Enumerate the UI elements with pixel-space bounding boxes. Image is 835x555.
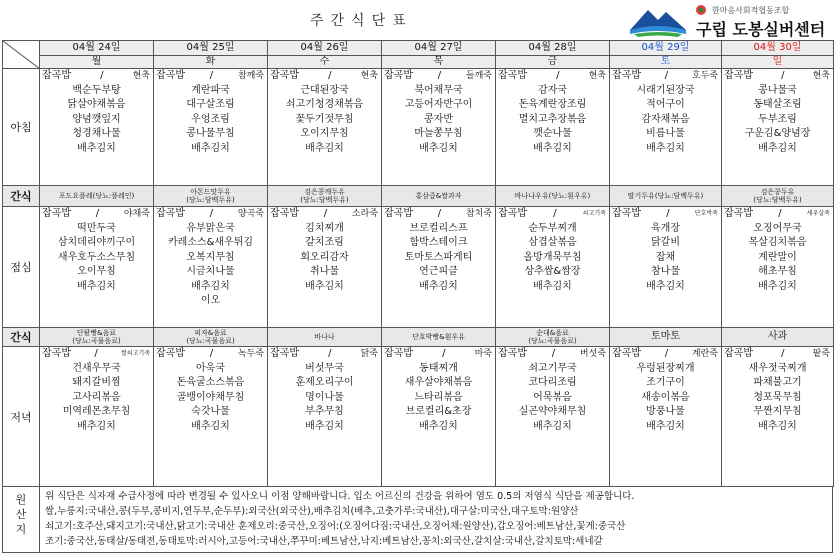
lunch-cell-mon bbox=[40, 207, 154, 328]
snack_pm-cell-sun bbox=[722, 328, 834, 347]
meal-header bbox=[610, 69, 721, 84]
dish-item: 대구살조림 bbox=[186, 99, 235, 110]
snack-line: (당뇨:곡물음료) bbox=[72, 337, 121, 345]
separator-slash: / bbox=[100, 70, 104, 81]
dish-item: 콩나물국 bbox=[758, 84, 797, 96]
dish-item: 시금치나물 bbox=[186, 266, 235, 277]
dish-item: 우렁된장찌개 bbox=[636, 362, 695, 374]
snack_am-cell-wed bbox=[268, 186, 382, 207]
day-sat: 토 bbox=[610, 56, 722, 69]
dish-item: 배추김치 bbox=[533, 280, 572, 292]
meal-header bbox=[382, 347, 495, 362]
meal-header bbox=[722, 69, 833, 84]
meal-header bbox=[154, 347, 267, 362]
dish-item: 토마토스파게티 bbox=[404, 251, 473, 263]
meal-header bbox=[496, 69, 609, 84]
rice-label: 잡곡밥 bbox=[156, 70, 185, 81]
dish-item: 올방개묵무침 bbox=[523, 251, 582, 263]
dish-item: 배추김치 bbox=[758, 420, 797, 432]
notice-line: 쌀,누룽지:국내산,콩(두부,콩비지,연두부,순두부):외국산(외국산),배추김치(배추,고춧가루:국내산),대구살:미국산,대구토막:원양산 bbox=[45, 506, 579, 517]
meal-header bbox=[610, 347, 721, 362]
dish-item: 삼치데리야끼구이 bbox=[57, 237, 136, 248]
dish-item: 아욱국 bbox=[196, 362, 225, 374]
dish-item: 오복지무침 bbox=[186, 251, 235, 263]
dinner-cell-sun bbox=[722, 347, 834, 487]
snack-line: 아몬드맛두유 bbox=[190, 188, 231, 196]
snack_pm-cell-sat bbox=[610, 328, 722, 347]
notice-box bbox=[2, 486, 833, 553]
dish-item: 코다리조림 bbox=[528, 377, 577, 388]
dish-item: 유부맑은국 bbox=[186, 222, 235, 234]
dish-item: 배추김치 bbox=[191, 420, 230, 432]
dish-item: 근대된장국 bbox=[300, 84, 349, 96]
snack-line: 순대&음료 bbox=[536, 329, 569, 337]
row-label-snack-pm: 간식 bbox=[3, 328, 40, 347]
notice-label bbox=[3, 486, 40, 552]
snack-line: 홍삼즙&쌀과자 bbox=[415, 192, 462, 200]
separator-slash: / bbox=[437, 208, 442, 219]
dish-item: 해초무침 bbox=[758, 266, 797, 277]
rice-label: 잡곡밥 bbox=[612, 208, 641, 219]
snack-line: 딸기두유(당뇨:담백두유) bbox=[627, 192, 704, 200]
dish-item: 계란말이 bbox=[758, 251, 797, 263]
porridge-label: 녹두죽 bbox=[237, 349, 264, 359]
day-thu: 목 bbox=[382, 56, 496, 69]
separator-slash: / bbox=[437, 70, 442, 81]
row-label-breakfast: 아침 bbox=[3, 69, 40, 186]
dish-item: 함박스테이크 bbox=[409, 237, 468, 248]
dish-item: 동태살조림 bbox=[753, 99, 802, 110]
page-title: 주간식단표 bbox=[310, 13, 413, 29]
porridge-label: 팥죽 bbox=[812, 349, 830, 359]
lunch-cell-wed bbox=[268, 207, 382, 328]
dish-item: 배추김치 bbox=[77, 142, 116, 154]
snack_am-cell-sun bbox=[722, 186, 834, 207]
dinner-cell-sat bbox=[610, 347, 722, 487]
meal-header bbox=[722, 347, 833, 362]
diagonal-divider bbox=[3, 41, 40, 69]
dish-item: 시래기된장국 bbox=[636, 84, 695, 96]
separator-slash: / bbox=[94, 348, 98, 359]
rice-label: 잡곡밥 bbox=[156, 348, 185, 359]
row-label-snack-am: 간식 bbox=[3, 186, 40, 207]
dish-item: 동태찌개 bbox=[419, 362, 458, 374]
rice-label: 잡곡밥 bbox=[42, 208, 71, 219]
lunch-cell-tue bbox=[154, 207, 268, 328]
snack-line: (당뇨:담백두유) bbox=[186, 196, 235, 204]
meal-header bbox=[40, 347, 153, 362]
separator-slash: / bbox=[781, 348, 785, 359]
snack-line: (당뇨:곡물음료) bbox=[186, 337, 235, 345]
separator-slash: / bbox=[209, 208, 214, 219]
dish-item: 골뱅이야채무침 bbox=[176, 391, 245, 403]
dish-item: 배추김치 bbox=[305, 142, 344, 154]
rice-label: 잡곡밥 bbox=[384, 348, 413, 359]
dish-item: 고사리볶음 bbox=[72, 391, 121, 403]
dish-item: 배추김치 bbox=[419, 420, 458, 432]
day-tue: 화 bbox=[154, 56, 268, 69]
dish-item: 배추김치 bbox=[533, 142, 572, 154]
dinner-cell-wed bbox=[268, 347, 382, 487]
breakfast-cell-thu bbox=[382, 69, 496, 186]
dish-item: 콩자반 bbox=[424, 113, 453, 125]
breakfast-cell-mon bbox=[40, 69, 154, 186]
dish-item: 이오 bbox=[200, 295, 221, 306]
rice-label: 잡곡밥 bbox=[498, 208, 527, 219]
dish-item: 무짠지무침 bbox=[753, 406, 802, 417]
meal-header bbox=[382, 69, 495, 84]
dish-item: 배추김치 bbox=[533, 420, 572, 432]
dish-item: 건새우무국 bbox=[72, 362, 121, 374]
dish-item: 참나물 bbox=[651, 266, 680, 277]
dinner-cell-mon bbox=[40, 347, 154, 487]
dish-item: 닭살야채볶음 bbox=[67, 99, 126, 110]
dish-item: 김치찌개 bbox=[305, 222, 344, 234]
porridge-label: 쌀쇠고기죽 bbox=[121, 350, 150, 357]
dish-item: 쇠고기청경채볶음 bbox=[285, 99, 364, 110]
snack-line: 단호박빵&흰우유 bbox=[412, 333, 465, 341]
dish-item: 훈제오리구이 bbox=[295, 377, 354, 388]
dish-item: 숙갓나물 bbox=[191, 406, 230, 417]
dish-item: 배추김치 bbox=[191, 142, 230, 154]
snack_am-cell-sat bbox=[610, 186, 722, 207]
dish-item: 배추김치 bbox=[646, 420, 685, 432]
rice-label: 잡곡밥 bbox=[270, 208, 299, 219]
date-fri: 04월 28일 bbox=[496, 41, 610, 56]
porridge-label: 소라죽 bbox=[351, 209, 378, 219]
snack_pm-cell-fri bbox=[496, 328, 610, 347]
date-wed: 04월 26일 bbox=[268, 41, 382, 56]
snack-line: 검은콩두유 bbox=[760, 188, 795, 196]
porridge-label: 현축 bbox=[132, 71, 150, 81]
separator-slash: / bbox=[553, 208, 557, 219]
dish-item: 취나물 bbox=[310, 266, 339, 277]
separator-slash: / bbox=[781, 70, 785, 81]
separator-slash: / bbox=[328, 70, 332, 81]
snack-line: 바나나우유(당뇨:흰우유) bbox=[514, 192, 591, 200]
dish-item: 배추김치 bbox=[646, 142, 685, 154]
dish-item: 조기구이 bbox=[646, 377, 685, 388]
day-fri: 금 bbox=[496, 56, 610, 69]
porridge-label: 참깨죽 bbox=[237, 71, 264, 81]
dish-item: 돈육굴소스볶음 bbox=[176, 377, 245, 388]
rice-label: 잡곡밥 bbox=[612, 348, 641, 359]
snack-line: (당뇨:곡물음료) bbox=[528, 337, 577, 345]
dish-item: 목살김치볶음 bbox=[748, 237, 807, 248]
dish-item: 오이무침 bbox=[77, 266, 116, 277]
snack-line: 단팥빵&음료 bbox=[76, 329, 117, 337]
snack-line: 바나나 bbox=[314, 333, 335, 341]
dish-item: 배추김치 bbox=[77, 420, 116, 432]
dish-item: 비름나물 bbox=[646, 128, 685, 139]
meal-header bbox=[722, 207, 833, 222]
dish-item: 파채불고기 bbox=[753, 377, 802, 388]
date-mon: 04월 24일 bbox=[40, 41, 154, 56]
dish-item: 배추김치 bbox=[77, 280, 116, 292]
rice-label: 잡곡밥 bbox=[42, 70, 71, 81]
separator-slash: / bbox=[209, 348, 214, 359]
org-mark-icon bbox=[694, 4, 708, 16]
org-subtitle: 한마음사회적협동조합 bbox=[712, 6, 790, 15]
meal-header bbox=[496, 347, 609, 362]
dish-item: 오징어무국 bbox=[753, 222, 802, 234]
dish-item: 회오리감자 bbox=[300, 251, 349, 263]
meal-header bbox=[610, 207, 721, 222]
separator-slash: / bbox=[666, 208, 670, 219]
snack-line: 사과 bbox=[767, 331, 788, 342]
notice-label-char-3: 지 bbox=[15, 523, 27, 536]
dinner-cell-tue bbox=[154, 347, 268, 487]
meal-header bbox=[268, 69, 381, 84]
rice-label: 잡곡밥 bbox=[498, 348, 527, 359]
porridge-label: 마죽 bbox=[474, 349, 492, 359]
meal-header bbox=[268, 207, 381, 222]
dish-item: 고등어자반구이 bbox=[404, 99, 473, 110]
porridge-label: 현축 bbox=[588, 71, 606, 81]
rice-label: 잡곡밥 bbox=[498, 70, 527, 81]
snack-line: 검은콩깨두유 bbox=[304, 188, 345, 196]
dish-item: 명이나물 bbox=[305, 391, 344, 403]
porridge-label: 호두죽 bbox=[691, 71, 718, 81]
rice-label: 잡곡밥 bbox=[270, 348, 299, 359]
day-sun: 일 bbox=[722, 56, 834, 69]
lunch-cell-sun bbox=[722, 207, 834, 328]
porridge-label: 버섯죽 bbox=[579, 349, 606, 359]
dish-item: 버섯무국 bbox=[305, 362, 344, 374]
dish-item: 배추김치 bbox=[419, 142, 458, 154]
lunch-cell-fri bbox=[496, 207, 610, 328]
meal-header bbox=[40, 207, 153, 222]
snack-line: 포도요플레(당뇨:플레인) bbox=[58, 192, 135, 200]
dish-item: 적어구이 bbox=[646, 99, 685, 110]
separator-slash: / bbox=[323, 208, 328, 219]
dish-item: 미역레몬초무침 bbox=[62, 406, 131, 417]
date-tue: 04월 25일 bbox=[154, 41, 268, 56]
dish-item: 배추김치 bbox=[758, 280, 797, 292]
day-wed: 수 bbox=[268, 56, 382, 69]
dish-item: 배추김치 bbox=[646, 280, 685, 292]
rice-label: 잡곡밥 bbox=[270, 70, 299, 81]
breakfast-cell-wed bbox=[268, 69, 382, 186]
page-header bbox=[0, 0, 835, 40]
date-sun: 04월 30일 bbox=[722, 41, 834, 56]
porridge-label: 새우살죽 bbox=[806, 210, 830, 217]
dish-item: 브로컬리&초장 bbox=[405, 406, 472, 417]
dish-item: 떡만두국 bbox=[77, 222, 116, 234]
corner-cell bbox=[3, 41, 40, 69]
meal-header bbox=[40, 69, 153, 84]
dish-item: 배추김치 bbox=[419, 280, 458, 292]
dish-item: 감자채볶음 bbox=[641, 113, 690, 125]
separator-slash: / bbox=[551, 348, 556, 359]
rice-label: 잡곡밥 bbox=[724, 70, 753, 81]
porridge-label: 들깨죽 bbox=[465, 71, 492, 81]
separator-slash: / bbox=[556, 70, 560, 81]
rice-label: 잡곡밥 bbox=[42, 348, 71, 359]
snack_am-cell-mon bbox=[40, 186, 154, 207]
dish-item: 돼지갈비찜 bbox=[72, 377, 121, 388]
snack_pm-cell-thu bbox=[382, 328, 496, 347]
dish-item: 구운김&양념장 bbox=[744, 128, 811, 139]
dish-item: 청경채나물 bbox=[72, 128, 121, 139]
porridge-label: 참치죽 bbox=[465, 209, 492, 219]
snack_am-cell-thu bbox=[382, 186, 496, 207]
lunch-cell-sat bbox=[610, 207, 722, 328]
dish-item: 우엉조림 bbox=[191, 113, 230, 125]
dish-item: 삼겹살볶음 bbox=[528, 237, 577, 248]
dish-item: 백순두부탕 bbox=[72, 84, 121, 96]
date-sat: 04월 29일 bbox=[610, 41, 722, 56]
dish-item: 육개장 bbox=[651, 222, 680, 234]
rice-label: 잡곡밥 bbox=[724, 348, 753, 359]
meal-header bbox=[154, 207, 267, 222]
dish-item: 순두부찌개 bbox=[528, 222, 577, 234]
snack_pm-cell-tue bbox=[154, 328, 268, 347]
porridge-label: 쇠고기죽 bbox=[582, 210, 606, 217]
meal-header bbox=[496, 207, 609, 222]
dish-item: 새송이볶음 bbox=[641, 391, 690, 403]
notice-text bbox=[45, 489, 831, 549]
separator-slash: / bbox=[209, 70, 214, 81]
dish-item: 갈치조림 bbox=[305, 237, 344, 248]
porridge-label: 단호박죽 bbox=[694, 210, 718, 217]
dish-item: 청포묵무침 bbox=[753, 391, 802, 403]
dish-item: 새우살야채볶음 bbox=[404, 377, 473, 388]
lunch-cell-thu bbox=[382, 207, 496, 328]
dish-item: 쇠고기무국 bbox=[528, 362, 577, 374]
porridge-label: 야채죽 bbox=[123, 209, 150, 219]
dish-item: 마늘쫑무침 bbox=[414, 128, 463, 139]
dish-item: 어묵볶음 bbox=[533, 391, 572, 403]
snack_am-cell-fri bbox=[496, 186, 610, 207]
dinner-cell-fri bbox=[496, 347, 610, 487]
dish-item: 북어채무국 bbox=[414, 84, 463, 96]
breakfast-cell-sun bbox=[722, 69, 834, 186]
dish-item: 감자국 bbox=[538, 84, 567, 96]
porridge-label: 현축 bbox=[812, 71, 830, 81]
dish-item: 연근피클 bbox=[419, 266, 458, 277]
breakfast-cell-tue bbox=[154, 69, 268, 186]
rice-label: 잡곡밥 bbox=[724, 208, 753, 219]
snack-line: 피자&음료 bbox=[194, 329, 227, 337]
dish-item: 두부조림 bbox=[758, 113, 797, 125]
porridge-label: 닭죽 bbox=[360, 349, 378, 359]
snack-line: (당뇨:담백두유) bbox=[300, 196, 349, 204]
separator-slash: / bbox=[442, 348, 446, 359]
dish-item: 카레소스&새우튀김 bbox=[167, 237, 254, 248]
rice-label: 잡곡밥 bbox=[612, 70, 641, 81]
dish-item: 배추김치 bbox=[305, 280, 344, 292]
meal-header bbox=[154, 69, 267, 84]
notice-label-char-1: 원 bbox=[15, 493, 27, 506]
separator-slash: / bbox=[664, 348, 669, 359]
dish-item: 돈육계란장조림 bbox=[518, 99, 587, 110]
notice-label-char-2: 산 bbox=[15, 508, 27, 521]
dish-item: 잡채 bbox=[655, 251, 676, 263]
meal-header bbox=[382, 207, 495, 222]
snack_am-cell-tue bbox=[154, 186, 268, 207]
dish-item: 오이지무침 bbox=[300, 128, 349, 139]
separator-slash: / bbox=[664, 70, 669, 81]
dish-item: 배추김치 bbox=[191, 280, 230, 292]
separator-slash: / bbox=[778, 208, 782, 219]
dish-item: 방풍나물 bbox=[646, 406, 685, 417]
porridge-label: 양곡죽 bbox=[237, 209, 264, 219]
porridge-label: 현축 bbox=[360, 71, 378, 81]
dish-item: 꽃두기젓무침 bbox=[295, 113, 354, 125]
weekly-menu-table bbox=[2, 40, 834, 487]
row-label-lunch: 점심 bbox=[3, 207, 40, 328]
snack-line: 토마토 bbox=[651, 331, 680, 342]
rice-label: 잡곡밥 bbox=[384, 208, 413, 219]
dish-item: 닭갈비 bbox=[651, 237, 680, 248]
rice-label: 잡곡밥 bbox=[384, 70, 413, 81]
separator-slash: / bbox=[95, 208, 100, 219]
dish-item: 양념깻잎지 bbox=[72, 113, 121, 125]
snack_pm-cell-mon bbox=[40, 328, 154, 347]
dish-item: 실곤약야채무침 bbox=[518, 406, 587, 417]
snack-line: (당뇨:담백두유) bbox=[753, 196, 802, 204]
dish-item: 계란파국 bbox=[191, 84, 230, 96]
dish-item: 배추김치 bbox=[305, 420, 344, 432]
day-mon: 월 bbox=[40, 56, 154, 69]
dish-item: 멸치고추장볶음 bbox=[518, 113, 587, 125]
breakfast-cell-sat bbox=[610, 69, 722, 186]
separator-slash: / bbox=[328, 348, 332, 359]
breakfast-cell-fri bbox=[496, 69, 610, 186]
dish-item: 새우호두소스무침 bbox=[57, 251, 136, 263]
meal-header bbox=[268, 347, 381, 362]
org-name: 구립 도봉실버센터 bbox=[696, 20, 826, 39]
dish-item: 새우젓국찌개 bbox=[748, 362, 807, 374]
dish-item: 상추쌈&쌈장 bbox=[524, 266, 581, 277]
dish-item: 브로컬리스프 bbox=[409, 222, 468, 234]
rice-label: 잡곡밥 bbox=[156, 208, 185, 219]
dish-item: 콩나물무침 bbox=[186, 128, 235, 139]
dinner-cell-thu bbox=[382, 347, 496, 487]
row-label-dinner: 저녁 bbox=[3, 347, 40, 487]
notice-line: 위 식단은 식자재 수급사정에 따라 변경될 수 있사오니 이점 양해바랍니다. 입소 어르신의 건강을 위하여 염도 0.5의 저염식 식단을 제공합니다. bbox=[45, 491, 635, 502]
dish-item: 부추무침 bbox=[305, 406, 344, 417]
snack_pm-cell-wed bbox=[268, 328, 382, 347]
mountain-logo-icon bbox=[628, 4, 688, 38]
notice-line: 조기:중국산,동태살/동태전,동태토막:러시아,고등어:국내산,쭈꾸미:베트남산,낙지:베트남산,꽁치:외국산,갈치살:국내산,갈치토막:세네갈 bbox=[45, 536, 603, 547]
date-thu: 04월 27일 bbox=[382, 41, 496, 56]
dish-item: 깻순나물 bbox=[533, 128, 572, 139]
porridge-label: 계란죽 bbox=[691, 349, 718, 359]
dish-item: 느타리볶음 bbox=[414, 391, 463, 403]
notice-line: 쇠고기:호주산,돼지고기:국내산,닭고기:국내산 훈제오리:중국산,오징어:(오징어다짐:국내산,오징어채:원양산),갑오징어:베트남산,꽃게:중국산 bbox=[45, 521, 626, 532]
dish-item: 배추김치 bbox=[758, 142, 797, 154]
